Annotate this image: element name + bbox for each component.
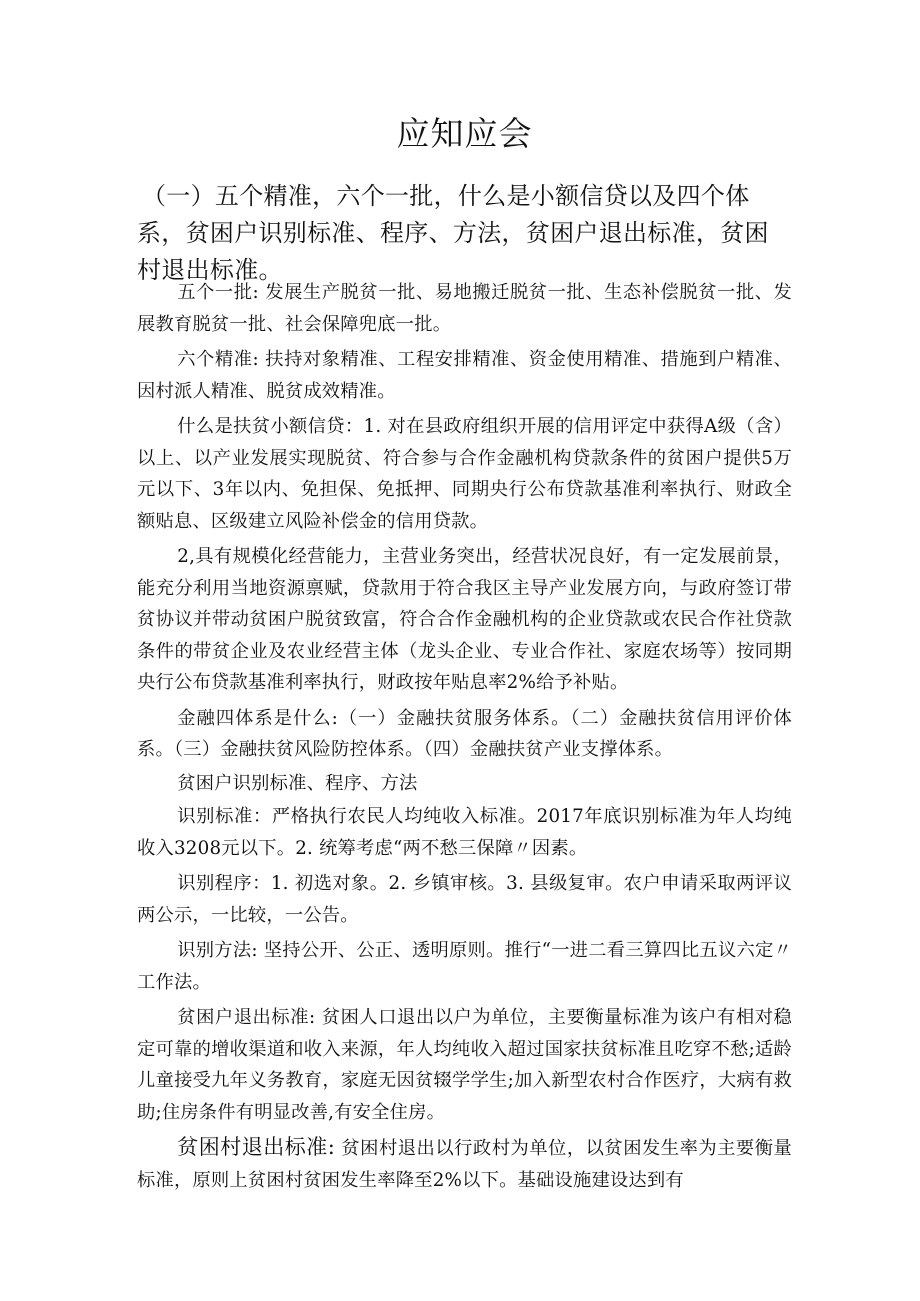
section-heading: （一）五个精准，六个一批，什么是小额信贷以及四个体系，贫困户识别标准、程序、方法，贫困户退出标准，贫困村退出标准。 (137, 182, 769, 284)
paragraph-household-exit (137, 1002, 792, 1128)
paragraph-identification-heading (137, 768, 792, 800)
paragraph-text: （一）金融扶贫服务体系。（二）金融扶贫信用评价体系。（三）金融扶贫风险防控体系。（四）金融扶贫产业支撑体系。 (137, 707, 792, 760)
paragraph-text: 贫困人口退出以户为单位，主要衡量标准为该户有相对稳定可靠的增收渠道和收入来源，年人均纯收入超过国家扶贫标准且吃穿不愁;适龄儿童接受九年义务教育，家庭无因贫辍学学生;加入新型农村合作医疗，大病有救助;住房条件有明显改善,有安全住房。 (137, 1007, 793, 1123)
paragraph-lead: 六个精准: (177, 349, 259, 370)
paragraph-lead: 识别方法: (177, 940, 258, 961)
paragraph-text: 1. 对在县政府组织开展的信用评定中获得A级（含）以上、以产业发展实现脱贫、符合参与合作金融机构贷款条件的贫困户提供5万元以下、3年以内、免担保、免抵押、同期央行公布贷款基准利率执行、财政全额贴息、区级建立风险补偿金的信用贷款。 (137, 416, 792, 532)
document-title: 应知应会 (396, 114, 533, 153)
paragraph-four-systems (137, 703, 792, 766)
paragraph-lead: 金融四体系是什么: (177, 707, 338, 729)
paragraph-identification-standard (137, 801, 792, 864)
paragraph-lead: 识别标准： (177, 806, 272, 827)
paragraph-text: 坚持公开、公正、透明原则。推行“一进二看三算四比五议六定〃工作法。 (137, 940, 792, 993)
paragraph-village-exit (137, 1132, 792, 1196)
paragraph-identification-method (137, 935, 792, 998)
paragraph-lead: 五个一批: (177, 282, 259, 303)
paragraph-text: 扶持对象精准、工程安排精准、资金使用精准、措施到户精准、因村派人精准、脱贫成效精准。 (137, 349, 792, 402)
paragraph-lead: 贫困村退出标准: (177, 1135, 336, 1159)
paragraph-text: 发展生产脱贫一批、易地搬迁脱贫一批、生态补偿脱贫一批、发展教育脱贫一批、社会保障兜底一批。 (137, 282, 792, 335)
paragraph-identification-procedure (137, 868, 792, 931)
paragraph-text: 2,具有规模化经营能力，主营业务突出，经营状况良好，有一定发展前景，能充分利用当地资源禀赋，贷款用于符合我区主导产业发展方向，与政府签订带贫协议并带动贫困户脱贫致富，符合合作金融机构的企业贷款或农民合作社贷款条件的带贫企业及农业经营主体（龙头企业、专业合作社、家庭农场等）按同期央行公布贷款基准利率执行，财政按年贴息率2%给予补贴。 (137, 546, 792, 693)
paragraph-microcredit-2 (137, 541, 792, 699)
paragraph-lead: 什么是扶贫小额信贷： (177, 416, 364, 437)
paragraph-text: 贫困村退出以行政村为单位，以贫困发生率为主要衡量标准，原则上贫困村贫困发生率降至2%以下。基础设施建设达到有 (137, 1138, 792, 1191)
paragraph-lead: 识别程序： (177, 873, 271, 894)
paragraph-five-batches (137, 277, 792, 340)
paragraph-lead: 贫困户退出标准: (177, 1007, 316, 1028)
paragraph-microcredit (137, 411, 792, 537)
paragraph-text: 贫困户识别标准、程序、方法 (177, 772, 418, 794)
paragraph-text: 1. 初选对象。2. 乡镇审核。3. 县级复审。农户申请采取两评议两公示，一比较，一公告。 (137, 873, 793, 926)
paragraph-six-precisions (137, 344, 792, 407)
paragraph-text: 严格执行农民人均纯收入标准。2017年底识别标准为年人均纯收入3208元以下。2. 统筹考虑“两不愁三保障〃因素。 (137, 806, 793, 859)
document-body (137, 277, 792, 1196)
